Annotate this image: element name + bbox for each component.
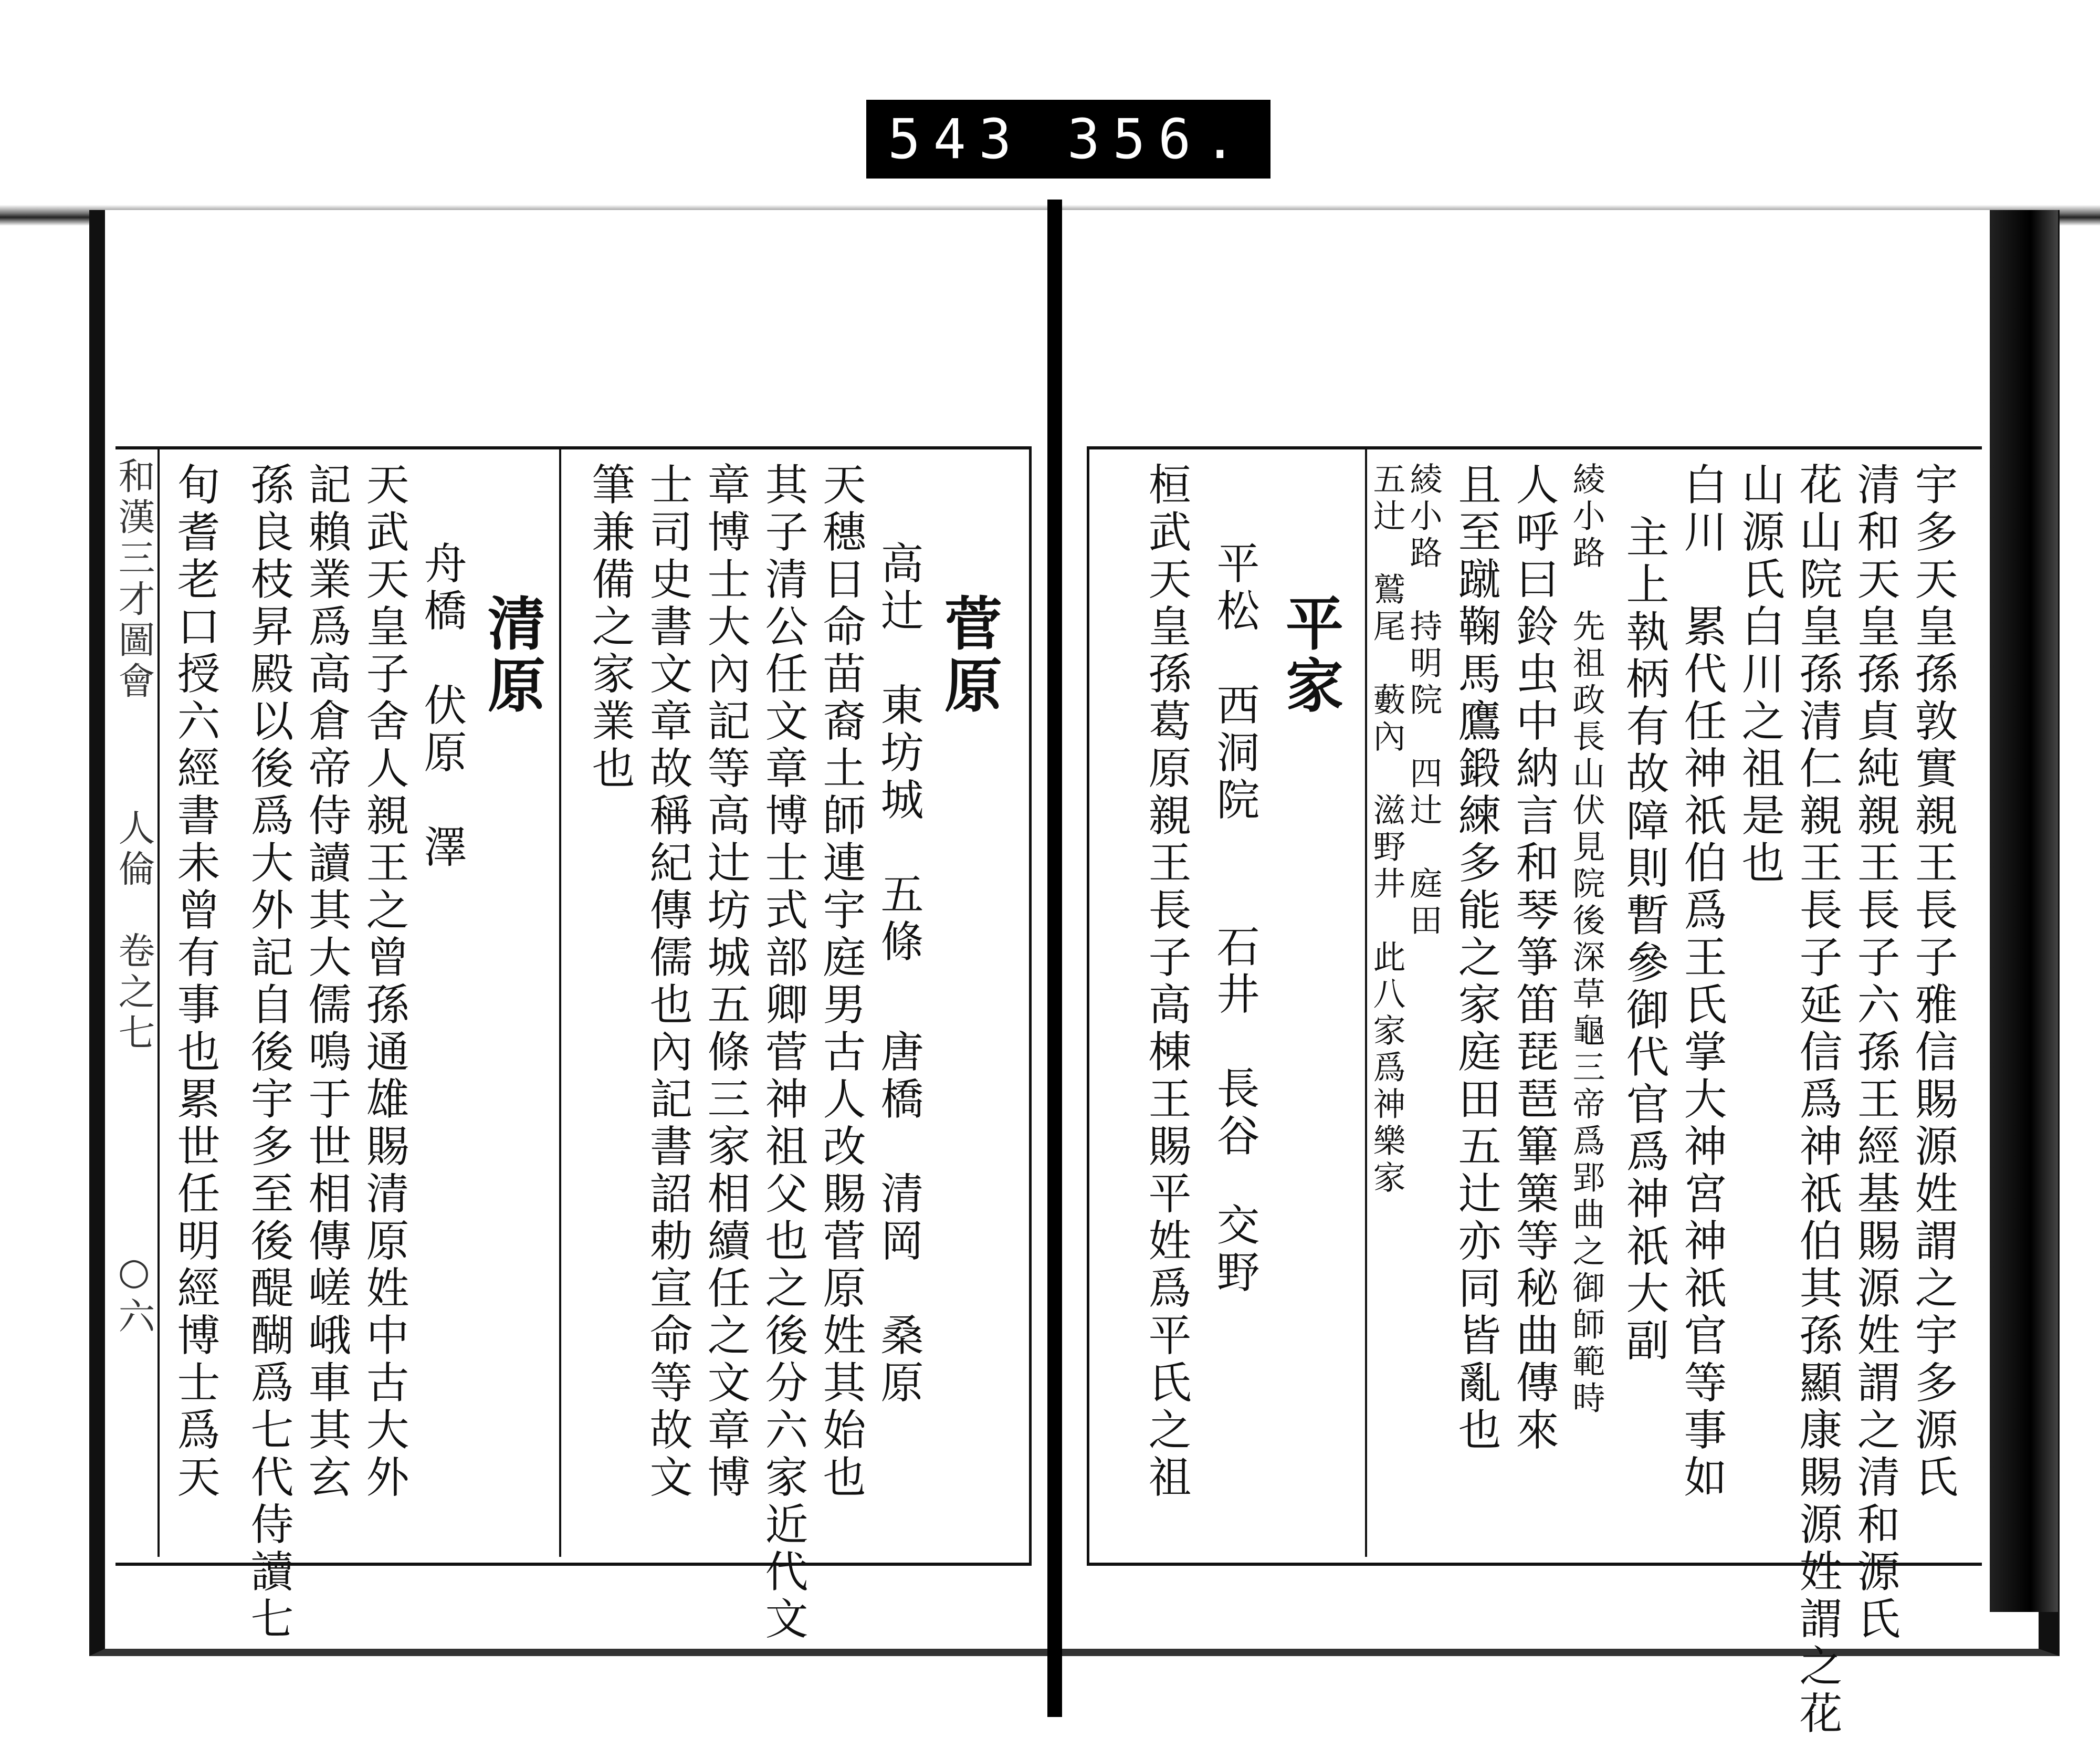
right-section-divider <box>1365 449 1367 1557</box>
right-page-edge <box>1990 210 2058 1612</box>
margin-section-title: 人倫 卷之七 <box>112 809 155 1054</box>
genji-text-7: 綾小路 先祖政長山伏見院後深草龜三帝爲郢曲之御師範時 <box>1567 462 1605 1418</box>
left-margin-divider <box>158 449 160 1557</box>
kiyohara-text-2: 記賴業爲高倉帝侍讀其大儒鳴于世相傳嵯峨車其玄 <box>301 462 351 1502</box>
heike-branches-2: 石井 長谷 <box>1210 924 1259 1160</box>
book-spine <box>1047 200 1062 1717</box>
margin-folio: ○六 <box>112 1250 155 1338</box>
genji-text-10: 綾小路 持明院 四辻 庭田 <box>1404 462 1443 940</box>
genji-text-5: 白川 累代任神祇伯爲王氏掌大神宮神祇官等事如 <box>1677 462 1727 1502</box>
heike-branches-3: 交野 <box>1210 1202 1259 1297</box>
kiyohara-text-1: 天武天皇子舍人親王之曾孫通雄賜清原姓中古大外 <box>359 462 409 1502</box>
genji-text-9: 且至蹴鞠馬鷹鍛練多能之家庭田五辻亦同皆亂也 <box>1451 462 1501 1454</box>
genji-text-3: 花山院皇孫清仁親王長子延信爲神祇伯其孫顯康賜源姓謂之花 <box>1792 462 1842 1738</box>
archive-number-right: 356. <box>1067 107 1250 171</box>
sugawara-title: 菅原 <box>935 593 1003 717</box>
sugawara-branches-1: 高辻 東坊城 五條 <box>874 541 923 966</box>
genji-text-6: 主上執柄有故障則暫參御代官爲神祇大副 <box>1619 515 1669 1365</box>
sugawara-branches-2: 唐橋 清岡 桑原 <box>874 1029 923 1407</box>
heike-text-1: 桓武天皇孫葛原親王長子高棟王賜平姓爲平氏之祖 <box>1141 462 1191 1502</box>
genji-text-11: 五辻 鷲尾 藪內 滋野井 此八家爲神樂家 <box>1368 462 1406 1197</box>
sugawara-text-1: 天穗日命苗裔土師連宇庭男古人改賜菅原姓其始也 <box>816 462 866 1502</box>
genji-text-1: 宇多天皇孫敦實親王長子雅信賜源姓謂之宇多源氏 <box>1908 462 1958 1502</box>
genji-text-2: 清和天皇孫貞純親王長子六孫王經基賜源姓謂之清和源氏 <box>1850 462 1900 1643</box>
heike-branches-1: 平松 西洞院 <box>1210 541 1259 824</box>
kiyohara-text-3: 孫良枝昇殿以後爲大外記自後宇多至後醍醐爲七代侍讀七 <box>244 462 293 1643</box>
kiyohara-text-4: 旬耆老口授六經書未曾有事也累世任明經博士爲天 <box>170 462 220 1502</box>
margin-book-title: 和漢三才圖會 <box>112 457 155 703</box>
genji-text-8: 人呼曰鈴虫中納言和琴箏笛琵琶篳篥等秘曲傳來 <box>1509 462 1559 1454</box>
genji-text-4: 山源氏白川之祖是也 <box>1735 462 1784 887</box>
sugawara-text-2: 其子清公任文章博士式部卿菅神祖父也之後分六家近代文 <box>758 462 808 1643</box>
sugawara-text-3: 章博士大內記等高辻坊城五條三家相續任之文章博 <box>700 462 750 1502</box>
sugawara-text-5: 筆兼備之家業也 <box>585 462 635 793</box>
sugawara-text-4: 士司史書文章故稱紀傳儒也內記書詔勅宣命等故文 <box>643 462 692 1502</box>
heike-title: 平家 <box>1276 593 1344 717</box>
archive-number-left: 543 <box>887 107 1024 171</box>
kiyohara-branches: 舟橋 伏原 澤 <box>417 541 467 872</box>
left-section-divider <box>559 449 561 1557</box>
kiyohara-title: 清原 <box>478 593 546 717</box>
archive-label-bar <box>866 100 1270 179</box>
